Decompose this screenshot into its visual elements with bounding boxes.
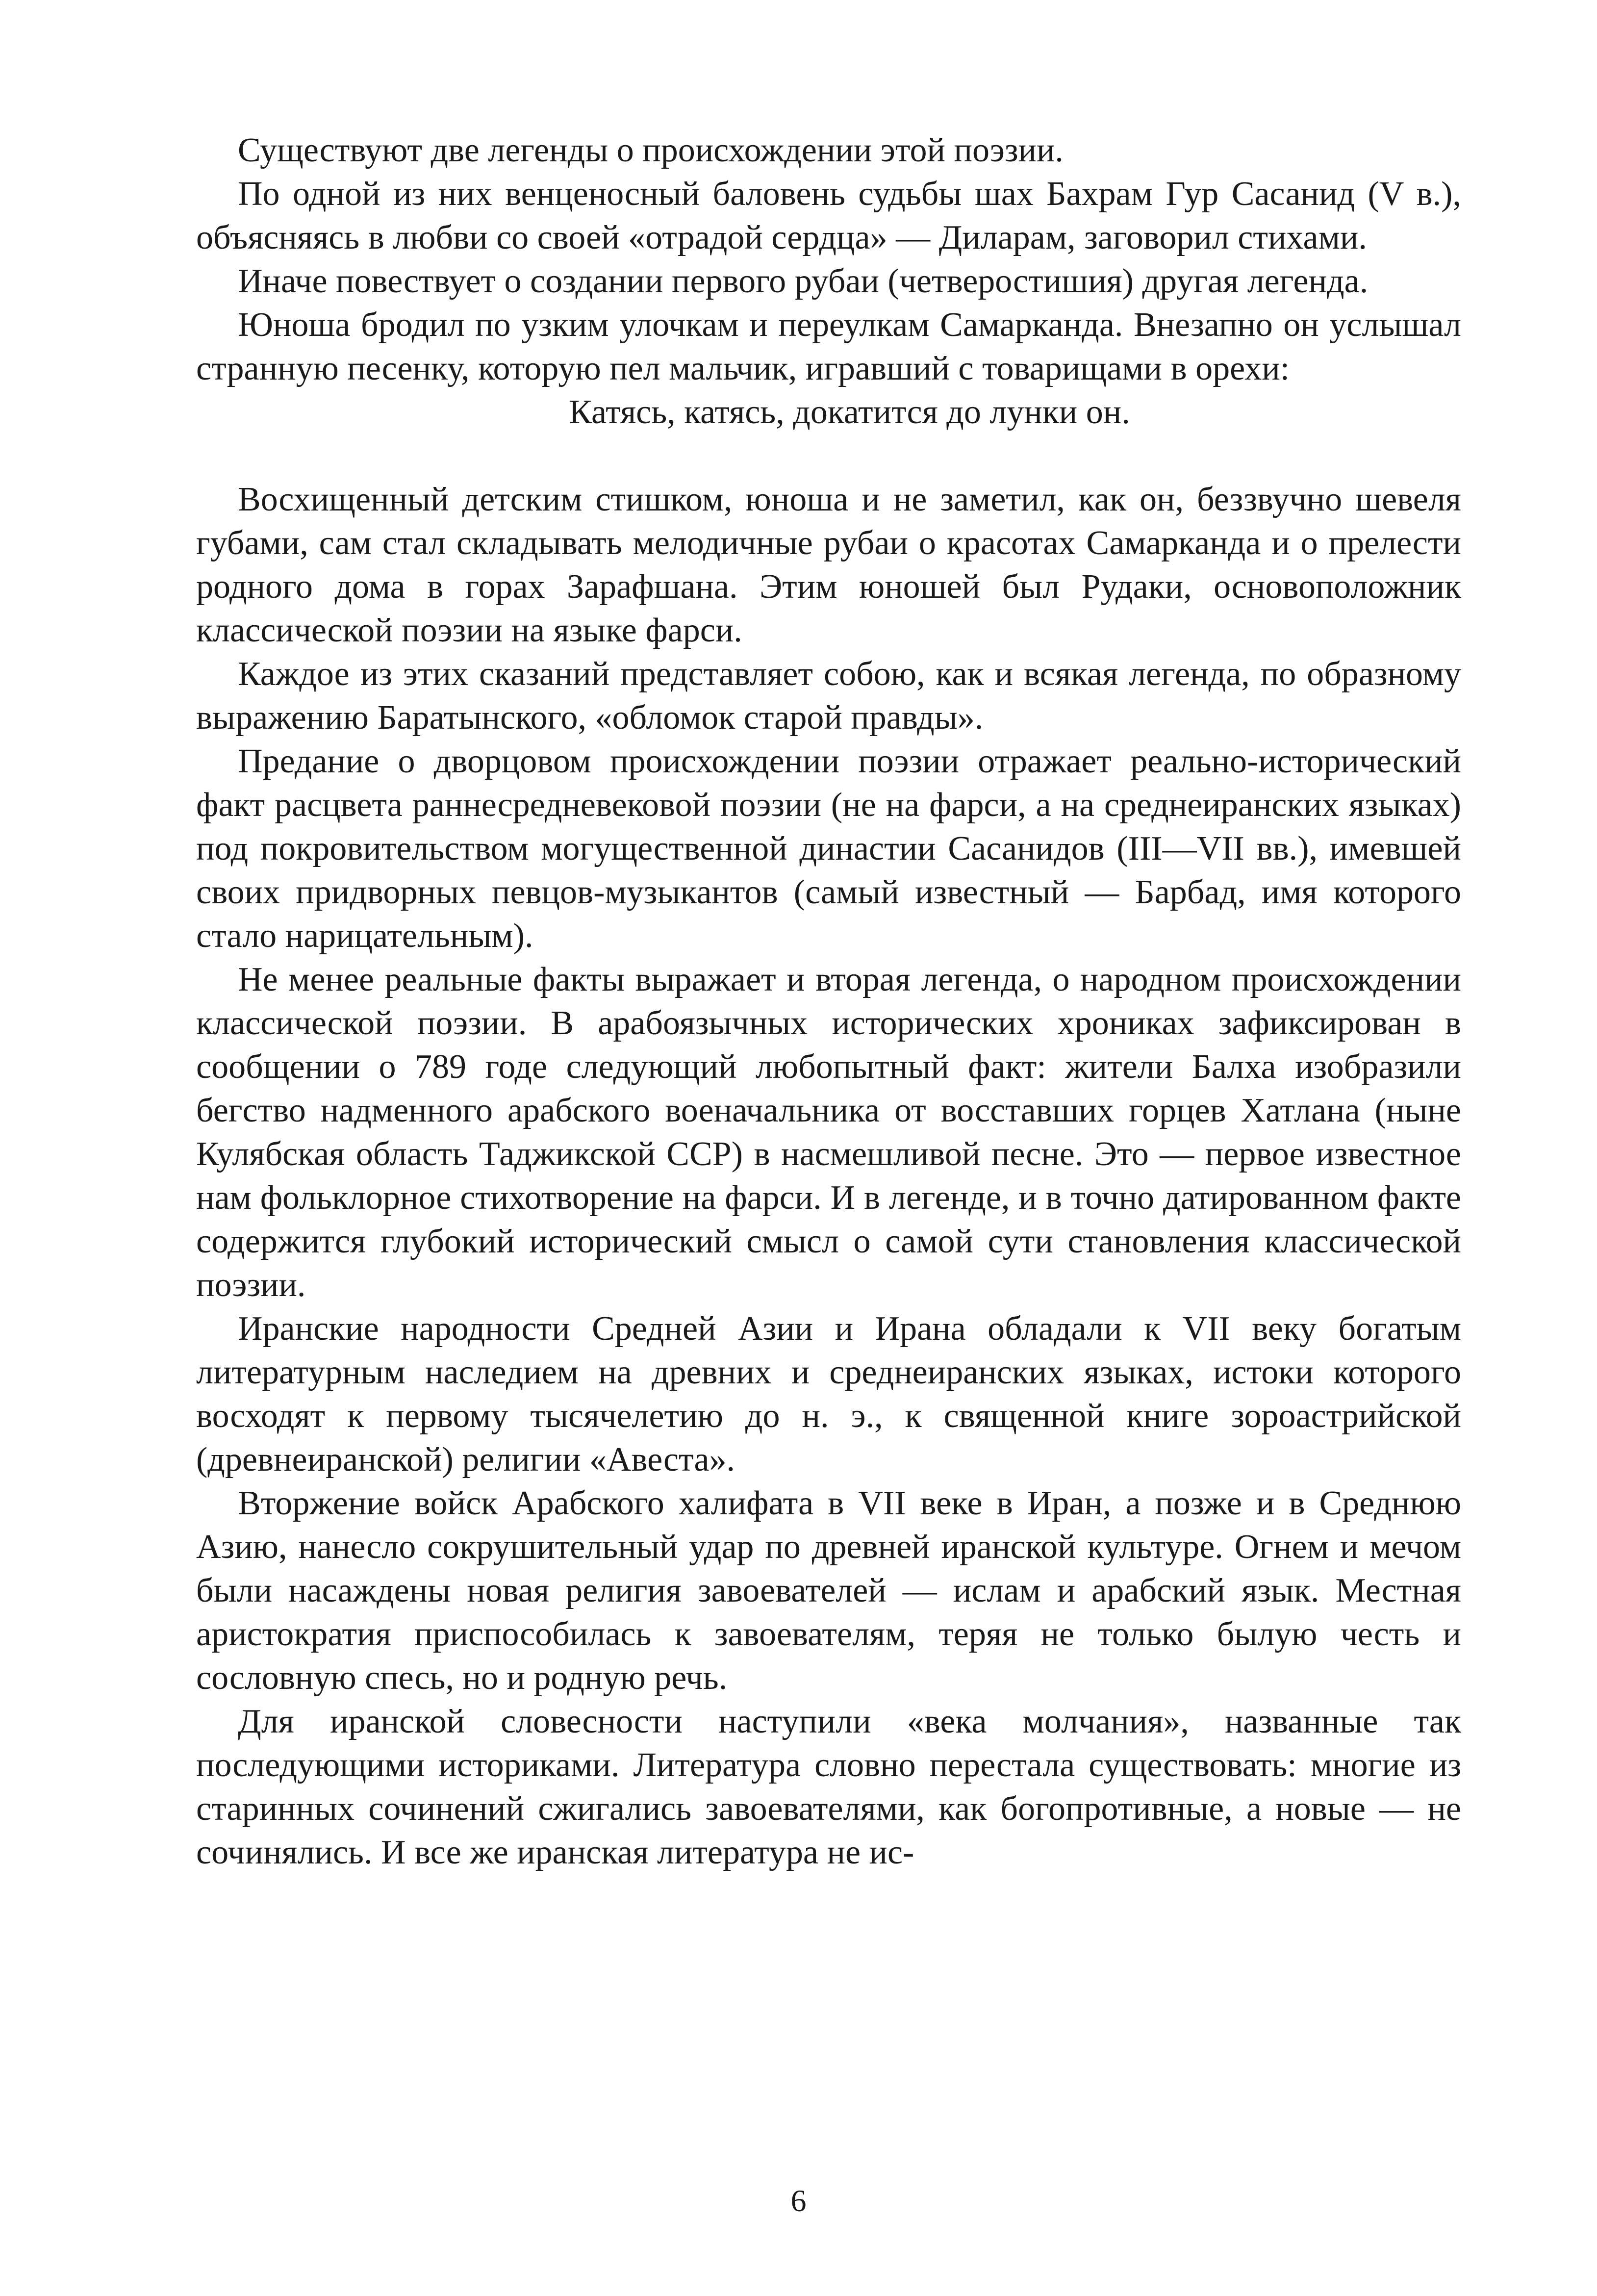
paragraph: Восхищенный детским стишком, юноша и не заметил, как он, беззвучно шевеля губами, сам стал складывать мелодичные рубаи о красотах Самарканда и о прелести родного дома в горах Зарафшана. Этим юношей был Рудаки, основоположник классической поэзии на языке фарси. [196, 481, 1461, 649]
verse-line: Катясь, катясь, докатится до лунки он. [569, 393, 1130, 431]
body-text [196, 128, 1461, 1874]
paragraph: По одной из них венценосный баловень судьбы шах Бахрам Гур Сасанид (V в.), объясняясь в любви со своей «отрадой сердца» — Диларам, заговорил стихами. [196, 175, 1461, 256]
paragraph: Юноша бродил по узким улочкам и переулкам Самарканда. Внезапно он услышал странную песенку, которую пел мальчик, игравший с товарищами в орехи: [196, 306, 1461, 387]
paragraph: Иначе повествует о создании первого рубаи (четверостишия) другая легенда. [238, 262, 1369, 300]
paragraph: Предание о дворцовом происхождении поэзии отражает реально-исторический факт расцвета раннесредневековой поэзии (не на фарси, а на среднеиранских языках) под покровительством могущественной династии Сасанидов (III—VII вв.), имевшей своих придворных певцов-музыкантов (самый известный — Барбад, имя которого стало нарицательным). [196, 742, 1461, 955]
page-number: 6 [790, 2183, 807, 2218]
paragraph: Существуют две легенды о происхождении этой поэзии. [238, 131, 1064, 169]
paragraph: Для иранской словесности наступили «века молчания», названные так последующими историками. Литература словно перестала существовать: многие из старинных сочинений сжигались завоевателями, как богопротивные, а новые — не сочинялись. И все же иранская литература не ис- [196, 1703, 1461, 1871]
paragraph: Иранские народности Средней Азии и Ирана обладали к VII веку богатым литературным наследием на древних и среднеиранских языках, истоки которого восходят к первому тысячелетию до н. э., к священной книге зороастрийской (древнеиранской) религии «Авеста». [196, 1310, 1461, 1479]
verse-spacer [196, 434, 1461, 478]
paragraph: Вторжение войск Арабского халифата в VII веке в Иран, а позже и в Среднюю Азию, нанесло сокрушительный удар по древней иранской культуре. Огнем и мечом были насаждены новая религия завоевателей — ислам и арабский язык. Местная аристократия приспособилась к завоевателям, теряя не только былую честь и сословную спесь, но и родную речь. [196, 1484, 1461, 1697]
paragraph: Не менее реальные факты выражает и вторая легенда, о народном происхождении классической поэзии. В арабоязычных исторических хрониках зафиксирован в сообщении о 789 годе следующий любопытный факт: жители Балха изобразили бегство надменного арабского военачальника от восставших горцев Хатлана (ныне Кулябская область Таджикской ССР) в насмешливой песне. Это — первое известное нам фольклорное стихотворение на фарси. И в легенде, и в точно датированном факте содержится глубокий исторический смысл о самой сути становления классической поэзии. [196, 961, 1461, 1304]
paragraph: Каждое из этих сказаний представляет собою, как и всякая легенда, по образному выражению Баратынского, «обломок старой правды». [196, 655, 1461, 737]
